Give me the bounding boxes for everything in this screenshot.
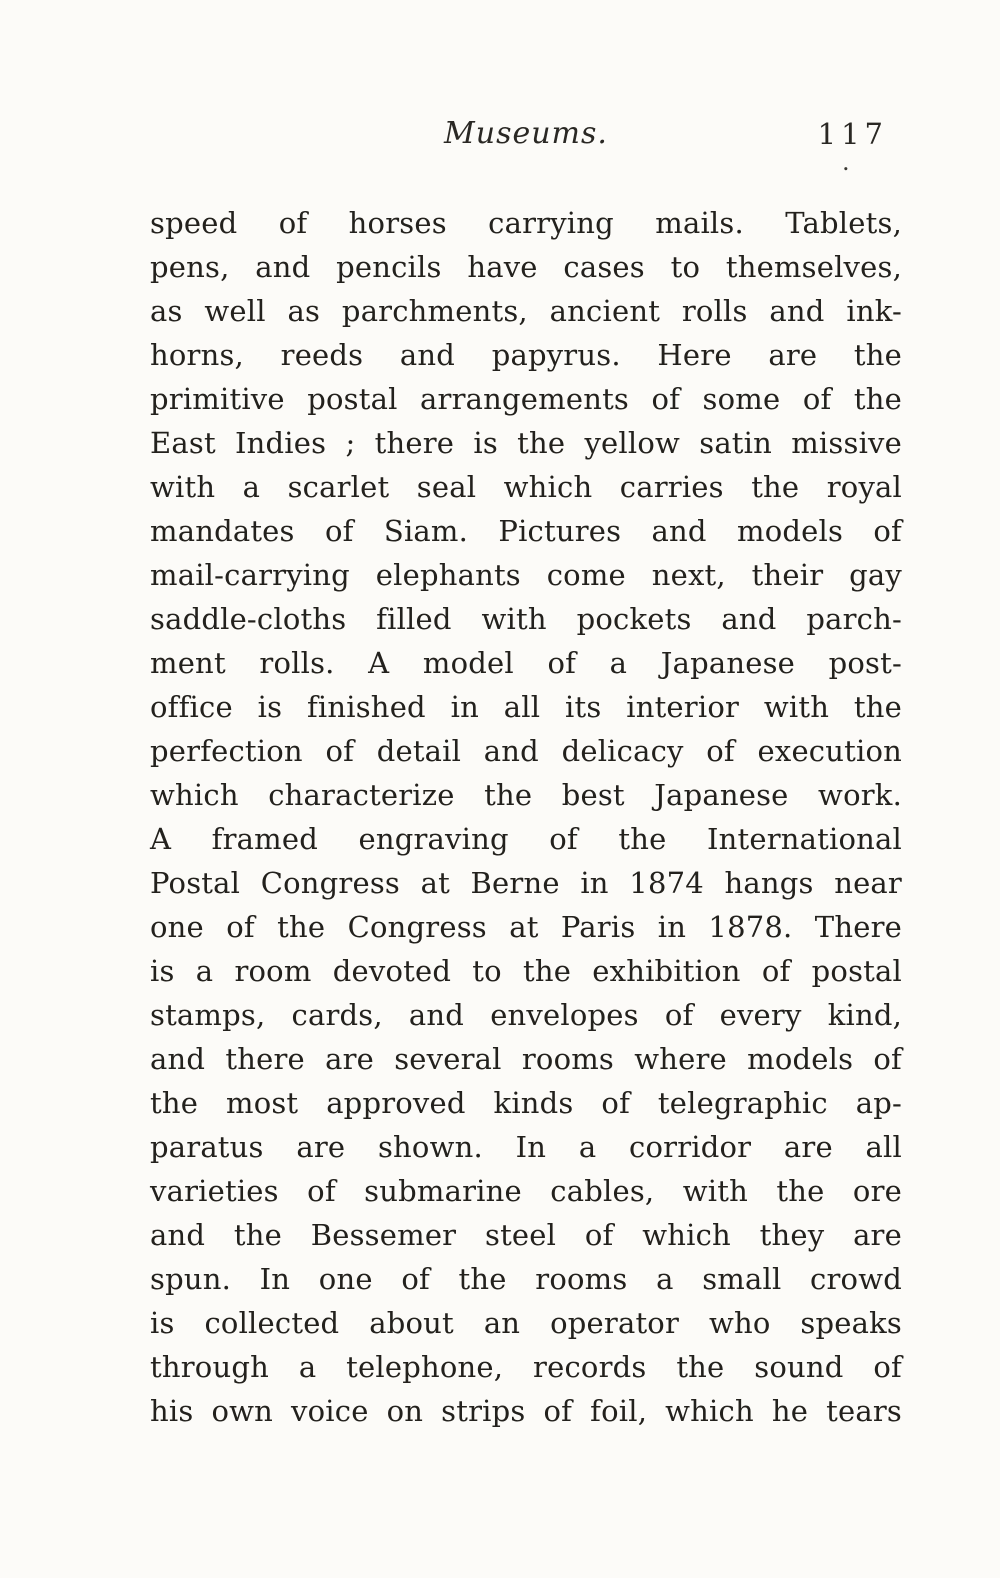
text-line: with a scarlet seal which carries the royal <box>150 470 902 504</box>
text-line: Postal Congress at Berne in 1874 hangs near <box>150 866 902 900</box>
text-line: ment rolls. A model of a Japanese post- <box>150 646 902 680</box>
text-line: saddle-cloths filled with pockets and parch- <box>150 602 902 636</box>
text-line: speed of horses carrying mails. Tablets, <box>150 206 902 240</box>
text-line: the most approved kinds of telegraphic ap- <box>150 1086 902 1120</box>
text-line: pens, and pencils have cases to themselves, <box>150 250 902 284</box>
text-line: one of the Congress at Paris in 1878. There <box>150 910 902 944</box>
text-line: and the Bessemer steel of which they are <box>150 1218 902 1252</box>
text-line: and there are several rooms where models of <box>150 1042 902 1076</box>
text-line: East Indies ; there is the yellow satin missive <box>150 426 902 460</box>
text-line: is a room devoted to the exhibition of postal <box>150 954 902 988</box>
page-header <box>150 116 902 160</box>
text-line: perfection of detail and delicacy of execution <box>150 734 902 768</box>
text-line: his own voice on strips of foil, which he tears <box>150 1394 902 1428</box>
page-number: 117 <box>817 117 888 151</box>
text-line: mail-carrying elephants come next, their gay <box>150 558 902 592</box>
text-line: horns, reeds and papyrus. Here are the <box>150 338 902 372</box>
scan-artifact-dot: . <box>842 148 850 176</box>
text-line: which characterize the best Japanese work. <box>150 778 902 812</box>
text-line: spun. In one of the rooms a small crowd <box>150 1262 902 1296</box>
text-line: paratus are shown. In a corridor are all <box>150 1130 902 1164</box>
text-line: through a telephone, records the sound of <box>150 1350 902 1384</box>
text-line: A framed engraving of the International <box>150 822 902 856</box>
text-line: mandates of Siam. Pictures and models of <box>150 514 902 548</box>
text-line: is collected about an operator who speaks <box>150 1306 902 1340</box>
text-line: stamps, cards, and envelopes of every kind, <box>150 998 902 1032</box>
body-text <box>150 201 902 1433</box>
running-title: Museums. <box>444 116 608 151</box>
text-line: office is finished in all its interior with the <box>150 690 902 724</box>
text-line: primitive postal arrangements of some of the <box>150 382 902 416</box>
text-line: varieties of submarine cables, with the ore <box>150 1174 902 1208</box>
text-line: as well as parchments, ancient rolls and ink- <box>150 294 902 328</box>
